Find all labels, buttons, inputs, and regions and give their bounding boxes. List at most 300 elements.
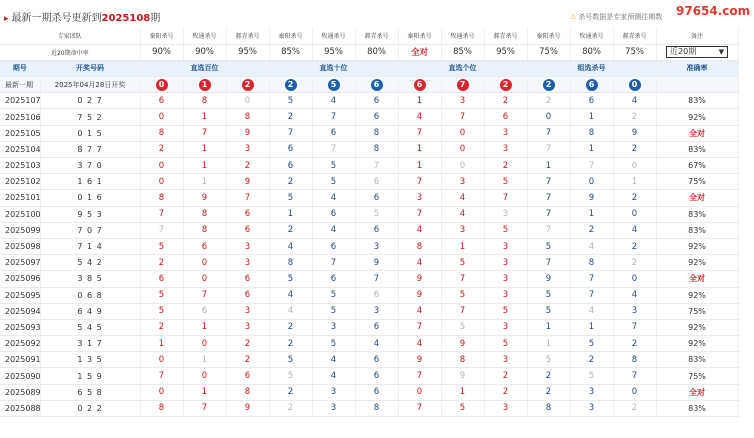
kill-number: 1 xyxy=(441,238,484,254)
kill-number: 7 xyxy=(355,158,398,174)
kill-number: 2 xyxy=(613,190,656,206)
kill-number: 8 xyxy=(441,352,484,368)
kill-number: 1 xyxy=(441,384,484,400)
row-draw: 0 1 5 xyxy=(40,125,140,141)
kill-number: 1 xyxy=(183,384,226,400)
table-row xyxy=(0,222,738,238)
row-rate: 83% xyxy=(656,400,738,416)
kill-number: 0 xyxy=(527,109,570,125)
period-select-cell xyxy=(656,44,738,60)
kill-number: 0 xyxy=(441,158,484,174)
row-rate: 83% xyxy=(656,222,738,238)
table-row xyxy=(0,158,738,174)
kill-number: 1 xyxy=(183,141,226,157)
kill-number: 9 xyxy=(570,190,613,206)
kill-number: 8 xyxy=(355,141,398,157)
kill-number: 8 xyxy=(269,255,312,271)
number-ball: 7 xyxy=(457,79,469,91)
kill-number: 8 xyxy=(355,400,398,416)
kill-number: 2 xyxy=(269,319,312,335)
kill-number: 9 xyxy=(355,255,398,271)
kill-number: 6 xyxy=(355,384,398,400)
kill-number: 4 xyxy=(441,190,484,206)
accuracy-value: 75% xyxy=(613,44,656,60)
table-row xyxy=(0,190,738,206)
kill-number: 7 xyxy=(398,206,441,222)
row-rate: 全对 xyxy=(656,125,738,141)
kill-number: 1 xyxy=(527,336,570,352)
kill-number: 2 xyxy=(527,368,570,384)
kill-number: 1 xyxy=(183,158,226,174)
table-row xyxy=(0,368,738,384)
kill-number: 0 xyxy=(183,255,226,271)
number-ball: 2 xyxy=(500,79,512,91)
period-select[interactable] xyxy=(666,46,728,58)
kill-number: 9 xyxy=(398,271,441,287)
kill-number: 5 xyxy=(527,238,570,254)
kill-number: 8 xyxy=(355,125,398,141)
kill-number: 8 xyxy=(398,238,441,254)
kill-number: 7 xyxy=(527,141,570,157)
expert-name: 郝青杀号 xyxy=(355,28,398,44)
kill-number: 7 xyxy=(140,206,183,222)
kill-number: 7 xyxy=(312,141,355,157)
row-issue: 2025094 xyxy=(0,303,40,319)
col-issue: 期号 xyxy=(0,60,40,76)
number-ball: 6 xyxy=(414,79,426,91)
kill-number: 2 xyxy=(613,238,656,254)
row-issue: 2025098 xyxy=(0,238,40,254)
kill-number: 2 xyxy=(140,255,183,271)
kill-number: 5 xyxy=(140,303,183,319)
col-group-combo: 组选杀号 xyxy=(527,60,656,76)
kill-number: 6 xyxy=(312,238,355,254)
kill-number: 3 xyxy=(570,400,613,416)
kill-number: 7 xyxy=(312,255,355,271)
col-rate: 准确率 xyxy=(656,60,738,76)
kill-number: 8 xyxy=(613,352,656,368)
col-group-tens: 直选十位 xyxy=(269,60,398,76)
kill-number: 7 xyxy=(269,125,312,141)
kill-number: 0 xyxy=(140,384,183,400)
accuracy-value: 90% xyxy=(183,44,226,60)
row-issue: 2025093 xyxy=(0,319,40,335)
kill-number: 9 xyxy=(527,271,570,287)
number-ball: 2 xyxy=(242,79,254,91)
kill-number: 3 xyxy=(441,174,484,190)
kill-number: 6 xyxy=(355,287,398,303)
latest-ball-cell xyxy=(570,77,613,93)
kill-number: 2 xyxy=(570,352,613,368)
kill-number: 9 xyxy=(441,368,484,384)
kill-number: 3 xyxy=(312,384,355,400)
number-ball: 0 xyxy=(629,79,641,91)
kill-number: 1 xyxy=(183,352,226,368)
expert-name: 郝青杀号 xyxy=(484,28,527,44)
accuracy-value: 85% xyxy=(269,44,312,60)
kill-number: 3 xyxy=(484,238,527,254)
chevron-down-icon: ▼ xyxy=(718,48,725,57)
column-header-row xyxy=(0,60,738,76)
accuracy-value: 85% xyxy=(441,44,484,60)
row-draw: 9 5 3 xyxy=(40,206,140,222)
kill-number: 2 xyxy=(570,222,613,238)
table-row xyxy=(0,336,738,352)
kill-number: 7 xyxy=(570,158,613,174)
kill-number: 3 xyxy=(484,141,527,157)
accuracy-value: 80% xyxy=(355,44,398,60)
accuracy-value: 95% xyxy=(484,44,527,60)
kill-number: 3 xyxy=(441,222,484,238)
row-draw: 0 6 8 xyxy=(40,287,140,303)
kill-number: 1 xyxy=(613,174,656,190)
kill-number: 4 xyxy=(613,287,656,303)
row-rate: 83% xyxy=(656,141,738,157)
kill-number: 1 xyxy=(398,158,441,174)
latest-ball-cell xyxy=(527,77,570,93)
kill-number: 9 xyxy=(398,287,441,303)
table-row xyxy=(0,141,738,157)
row-rate: 75% xyxy=(656,303,738,319)
row-rate: 67% xyxy=(656,158,738,174)
row-draw: 5 4 2 xyxy=(40,255,140,271)
expert-name: 秦阳杀号 xyxy=(140,28,183,44)
row-rate: 75% xyxy=(656,174,738,190)
caret-right-icon: ▸ xyxy=(4,14,9,24)
kill-number: 2 xyxy=(613,336,656,352)
kill-number: 7 xyxy=(183,287,226,303)
kill-number: 7 xyxy=(226,190,269,206)
expert-name: 郝青杀号 xyxy=(613,28,656,44)
kill-number: 7 xyxy=(570,271,613,287)
kill-number: 7 xyxy=(398,319,441,335)
kill-number: 4 xyxy=(312,352,355,368)
expert-row xyxy=(0,28,738,44)
expert-name: 秦阳杀号 xyxy=(269,28,312,44)
kill-number: 0 xyxy=(441,125,484,141)
kill-number: 7 xyxy=(398,368,441,384)
kill-number: 0 xyxy=(140,158,183,174)
kill-number: 2 xyxy=(613,400,656,416)
kill-number: 3 xyxy=(226,319,269,335)
kill-number: 0 xyxy=(613,384,656,400)
kill-number: 3 xyxy=(484,352,527,368)
latest-ball-cell xyxy=(312,77,355,93)
kill-number: 7 xyxy=(527,222,570,238)
expert-name: 秦阳杀号 xyxy=(398,28,441,44)
kill-number: 7 xyxy=(312,109,355,125)
kill-number: 3 xyxy=(570,384,613,400)
expert-name: 牧通杀号 xyxy=(183,28,226,44)
kill-number: 4 xyxy=(398,222,441,238)
table-row xyxy=(0,303,738,319)
kill-number: 5 xyxy=(355,206,398,222)
table-row xyxy=(0,319,738,335)
kill-number: 4 xyxy=(312,222,355,238)
table-row xyxy=(0,174,738,190)
kill-number: 4 xyxy=(269,303,312,319)
kill-number: 1 xyxy=(570,141,613,157)
latest-ball-cell xyxy=(441,77,484,93)
row-draw: 1 3 5 xyxy=(40,352,140,368)
kill-number: 8 xyxy=(140,125,183,141)
remark-label: 备注 xyxy=(656,28,738,44)
table-row xyxy=(0,93,738,109)
kill-number: 2 xyxy=(226,352,269,368)
kill-number: 3 xyxy=(613,303,656,319)
kill-number: 5 xyxy=(269,368,312,384)
kill-number: 3 xyxy=(226,141,269,157)
kill-number: 4 xyxy=(312,93,355,109)
kill-number: 5 xyxy=(312,174,355,190)
kill-number: 2 xyxy=(140,141,183,157)
kill-number: 1 xyxy=(398,141,441,157)
kill-number: 5 xyxy=(312,336,355,352)
row-draw: 1 5 9 xyxy=(40,368,140,384)
row-issue: 2025101 xyxy=(0,190,40,206)
row-draw: 8 7 7 xyxy=(40,141,140,157)
kill-number: 4 xyxy=(570,238,613,254)
kill-number: 3 xyxy=(226,238,269,254)
row-draw: 6 5 8 xyxy=(40,384,140,400)
kill-number: 0 xyxy=(441,141,484,157)
kill-number: 6 xyxy=(140,93,183,109)
kill-number: 8 xyxy=(183,222,226,238)
row-rate: 92% xyxy=(656,255,738,271)
kill-number: 5 xyxy=(269,93,312,109)
col-group-hundreds: 直选百位 xyxy=(140,60,269,76)
kill-number: 7 xyxy=(527,255,570,271)
accuracy-value: 95% xyxy=(312,44,355,60)
kill-number: 8 xyxy=(140,190,183,206)
kill-number: 1 xyxy=(183,319,226,335)
kill-number: 2 xyxy=(484,93,527,109)
latest-ball-cell xyxy=(140,77,183,93)
info-icon: ⚠ xyxy=(570,13,577,21)
site-watermark: 97654.com xyxy=(672,4,754,18)
kill-number: 6 xyxy=(355,368,398,384)
kill-number: 1 xyxy=(398,93,441,109)
kill-number: 7 xyxy=(398,174,441,190)
accuracy-row xyxy=(0,44,738,60)
kill-number: 6 xyxy=(355,93,398,109)
kill-number: 5 xyxy=(140,238,183,254)
kill-number: 0 xyxy=(613,158,656,174)
accuracy-value: 75% xyxy=(527,44,570,60)
row-issue: 2025090 xyxy=(0,368,40,384)
kill-number: 5 xyxy=(312,303,355,319)
kill-number: 7 xyxy=(527,125,570,141)
table-row xyxy=(0,384,738,400)
kill-number: 6 xyxy=(226,287,269,303)
row-draw: 3 8 5 xyxy=(40,271,140,287)
row-rate: 83% xyxy=(656,93,738,109)
kill-number: 5 xyxy=(527,352,570,368)
row-rate: 全对 xyxy=(656,190,738,206)
kill-number: 8 xyxy=(570,255,613,271)
kill-number: 6 xyxy=(355,174,398,190)
kill-number: 5 xyxy=(441,255,484,271)
row-draw: 0 2 2 xyxy=(40,400,140,416)
kill-number: 0 xyxy=(613,206,656,222)
kill-number: 3 xyxy=(484,255,527,271)
row-draw: 7 5 2 xyxy=(40,109,140,125)
col-group-units: 直选个位 xyxy=(398,60,527,76)
kill-number: 7 xyxy=(527,190,570,206)
table-row xyxy=(0,255,738,271)
kill-number: 3 xyxy=(355,303,398,319)
kill-number: 5 xyxy=(570,368,613,384)
row-issue: 2025088 xyxy=(0,400,40,416)
kill-number: 5 xyxy=(269,271,312,287)
kill-number: 6 xyxy=(183,238,226,254)
title-suffix: 期 xyxy=(150,13,161,24)
kill-number: 8 xyxy=(183,93,226,109)
kill-number: 4 xyxy=(398,255,441,271)
kill-number: 1 xyxy=(140,336,183,352)
kill-number: 4 xyxy=(398,109,441,125)
kill-number: 6 xyxy=(355,109,398,125)
kill-number: 9 xyxy=(613,125,656,141)
table-row xyxy=(0,352,738,368)
latest-date: 2025年04月28日开奖 xyxy=(40,77,140,93)
kill-number-table xyxy=(0,28,739,417)
kill-number: 4 xyxy=(312,190,355,206)
kill-number: 9 xyxy=(183,190,226,206)
kill-number: 7 xyxy=(613,319,656,335)
kill-number: 0 xyxy=(183,368,226,384)
table-row xyxy=(0,238,738,254)
col-draw: 开奖号码 xyxy=(40,60,140,76)
latest-row xyxy=(0,77,738,93)
table-row xyxy=(0,206,738,222)
latest-ball-cell xyxy=(226,77,269,93)
kill-number: 6 xyxy=(312,271,355,287)
kill-number: 4 xyxy=(269,238,312,254)
kill-number: 6 xyxy=(355,319,398,335)
kill-number: 4 xyxy=(398,303,441,319)
latest-label: 最新一期 xyxy=(0,77,40,93)
kill-number: 7 xyxy=(441,109,484,125)
kill-number: 3 xyxy=(441,93,484,109)
kill-number: 8 xyxy=(570,125,613,141)
row-draw: 5 4 5 xyxy=(40,319,140,335)
kill-number: 5 xyxy=(484,303,527,319)
kill-number: 6 xyxy=(355,190,398,206)
accuracy-value: 95% xyxy=(226,44,269,60)
kill-number: 3 xyxy=(226,255,269,271)
kill-number: 6 xyxy=(355,222,398,238)
latest-ball-cell xyxy=(183,77,226,93)
kill-number: 5 xyxy=(269,352,312,368)
expert-name: 秦阳杀号 xyxy=(527,28,570,44)
latest-ball-cell xyxy=(398,77,441,93)
row-issue: 2025092 xyxy=(0,336,40,352)
kill-number: 5 xyxy=(441,287,484,303)
kill-number: 2 xyxy=(613,141,656,157)
kill-number: 7 xyxy=(441,271,484,287)
kill-number: 7 xyxy=(398,125,441,141)
kill-number: 2 xyxy=(484,368,527,384)
accuracy-value: 90% xyxy=(140,44,183,60)
number-ball: 5 xyxy=(328,79,340,91)
row-draw: 6 4 9 xyxy=(40,303,140,319)
kill-number: 2 xyxy=(269,336,312,352)
kill-number: 0 xyxy=(183,271,226,287)
row-rate: 全对 xyxy=(656,271,738,287)
expert-name: 牧通杀号 xyxy=(570,28,613,44)
kill-number: 7 xyxy=(613,368,656,384)
kill-number: 6 xyxy=(226,368,269,384)
row-draw: 7 0 7 xyxy=(40,222,140,238)
kill-number: 1 xyxy=(269,206,312,222)
row-rate: 92% xyxy=(656,287,738,303)
row-rate: 75% xyxy=(656,368,738,384)
row-issue: 2025105 xyxy=(0,125,40,141)
kill-number: 7 xyxy=(183,400,226,416)
accuracy-value: 全对 xyxy=(398,44,441,60)
row-rate: 83% xyxy=(656,206,738,222)
kill-number: 6 xyxy=(140,271,183,287)
kill-number: 7 xyxy=(570,287,613,303)
expert-name: 郝青杀号 xyxy=(226,28,269,44)
kill-number: 7 xyxy=(183,125,226,141)
row-rate: 全对 xyxy=(656,384,738,400)
kill-number: 2 xyxy=(140,319,183,335)
kill-number: 6 xyxy=(226,222,269,238)
table-row xyxy=(0,125,738,141)
kill-number: 5 xyxy=(570,336,613,352)
kill-number: 3 xyxy=(398,190,441,206)
latest-rate-empty xyxy=(656,77,738,93)
kill-number: 7 xyxy=(355,271,398,287)
kill-number: 6 xyxy=(312,206,355,222)
kill-number: 9 xyxy=(226,125,269,141)
kill-number: 6 xyxy=(484,109,527,125)
kill-number: 0 xyxy=(570,174,613,190)
row-issue: 2025097 xyxy=(0,255,40,271)
kill-number: 7 xyxy=(527,206,570,222)
title-prefix: 最新一期杀号更新到 xyxy=(11,13,102,24)
kill-number: 8 xyxy=(183,206,226,222)
kill-number: 3 xyxy=(355,238,398,254)
kill-number: 2 xyxy=(527,93,570,109)
kill-number: 6 xyxy=(269,158,312,174)
kill-number: 5 xyxy=(441,400,484,416)
accuracy-label: 近20期命中率 xyxy=(0,44,140,60)
kill-number: 4 xyxy=(613,93,656,109)
row-issue: 2025103 xyxy=(0,158,40,174)
kill-number: 5 xyxy=(484,222,527,238)
accuracy-value: 80% xyxy=(570,44,613,60)
kill-number: 0 xyxy=(140,174,183,190)
expert-name: 牧通杀号 xyxy=(312,28,355,44)
kill-number: 2 xyxy=(269,222,312,238)
row-issue: 2025099 xyxy=(0,222,40,238)
title-bar xyxy=(0,0,751,28)
kill-number: 3 xyxy=(226,303,269,319)
kill-number: 2 xyxy=(527,384,570,400)
table-row xyxy=(0,287,738,303)
kill-number: 4 xyxy=(398,336,441,352)
kill-number: 6 xyxy=(355,352,398,368)
kill-number: 2 xyxy=(269,174,312,190)
table-row xyxy=(0,400,738,416)
row-rate: 83% xyxy=(656,352,738,368)
kill-number: 7 xyxy=(484,190,527,206)
number-ball: 2 xyxy=(543,79,555,91)
kill-number: 0 xyxy=(183,336,226,352)
